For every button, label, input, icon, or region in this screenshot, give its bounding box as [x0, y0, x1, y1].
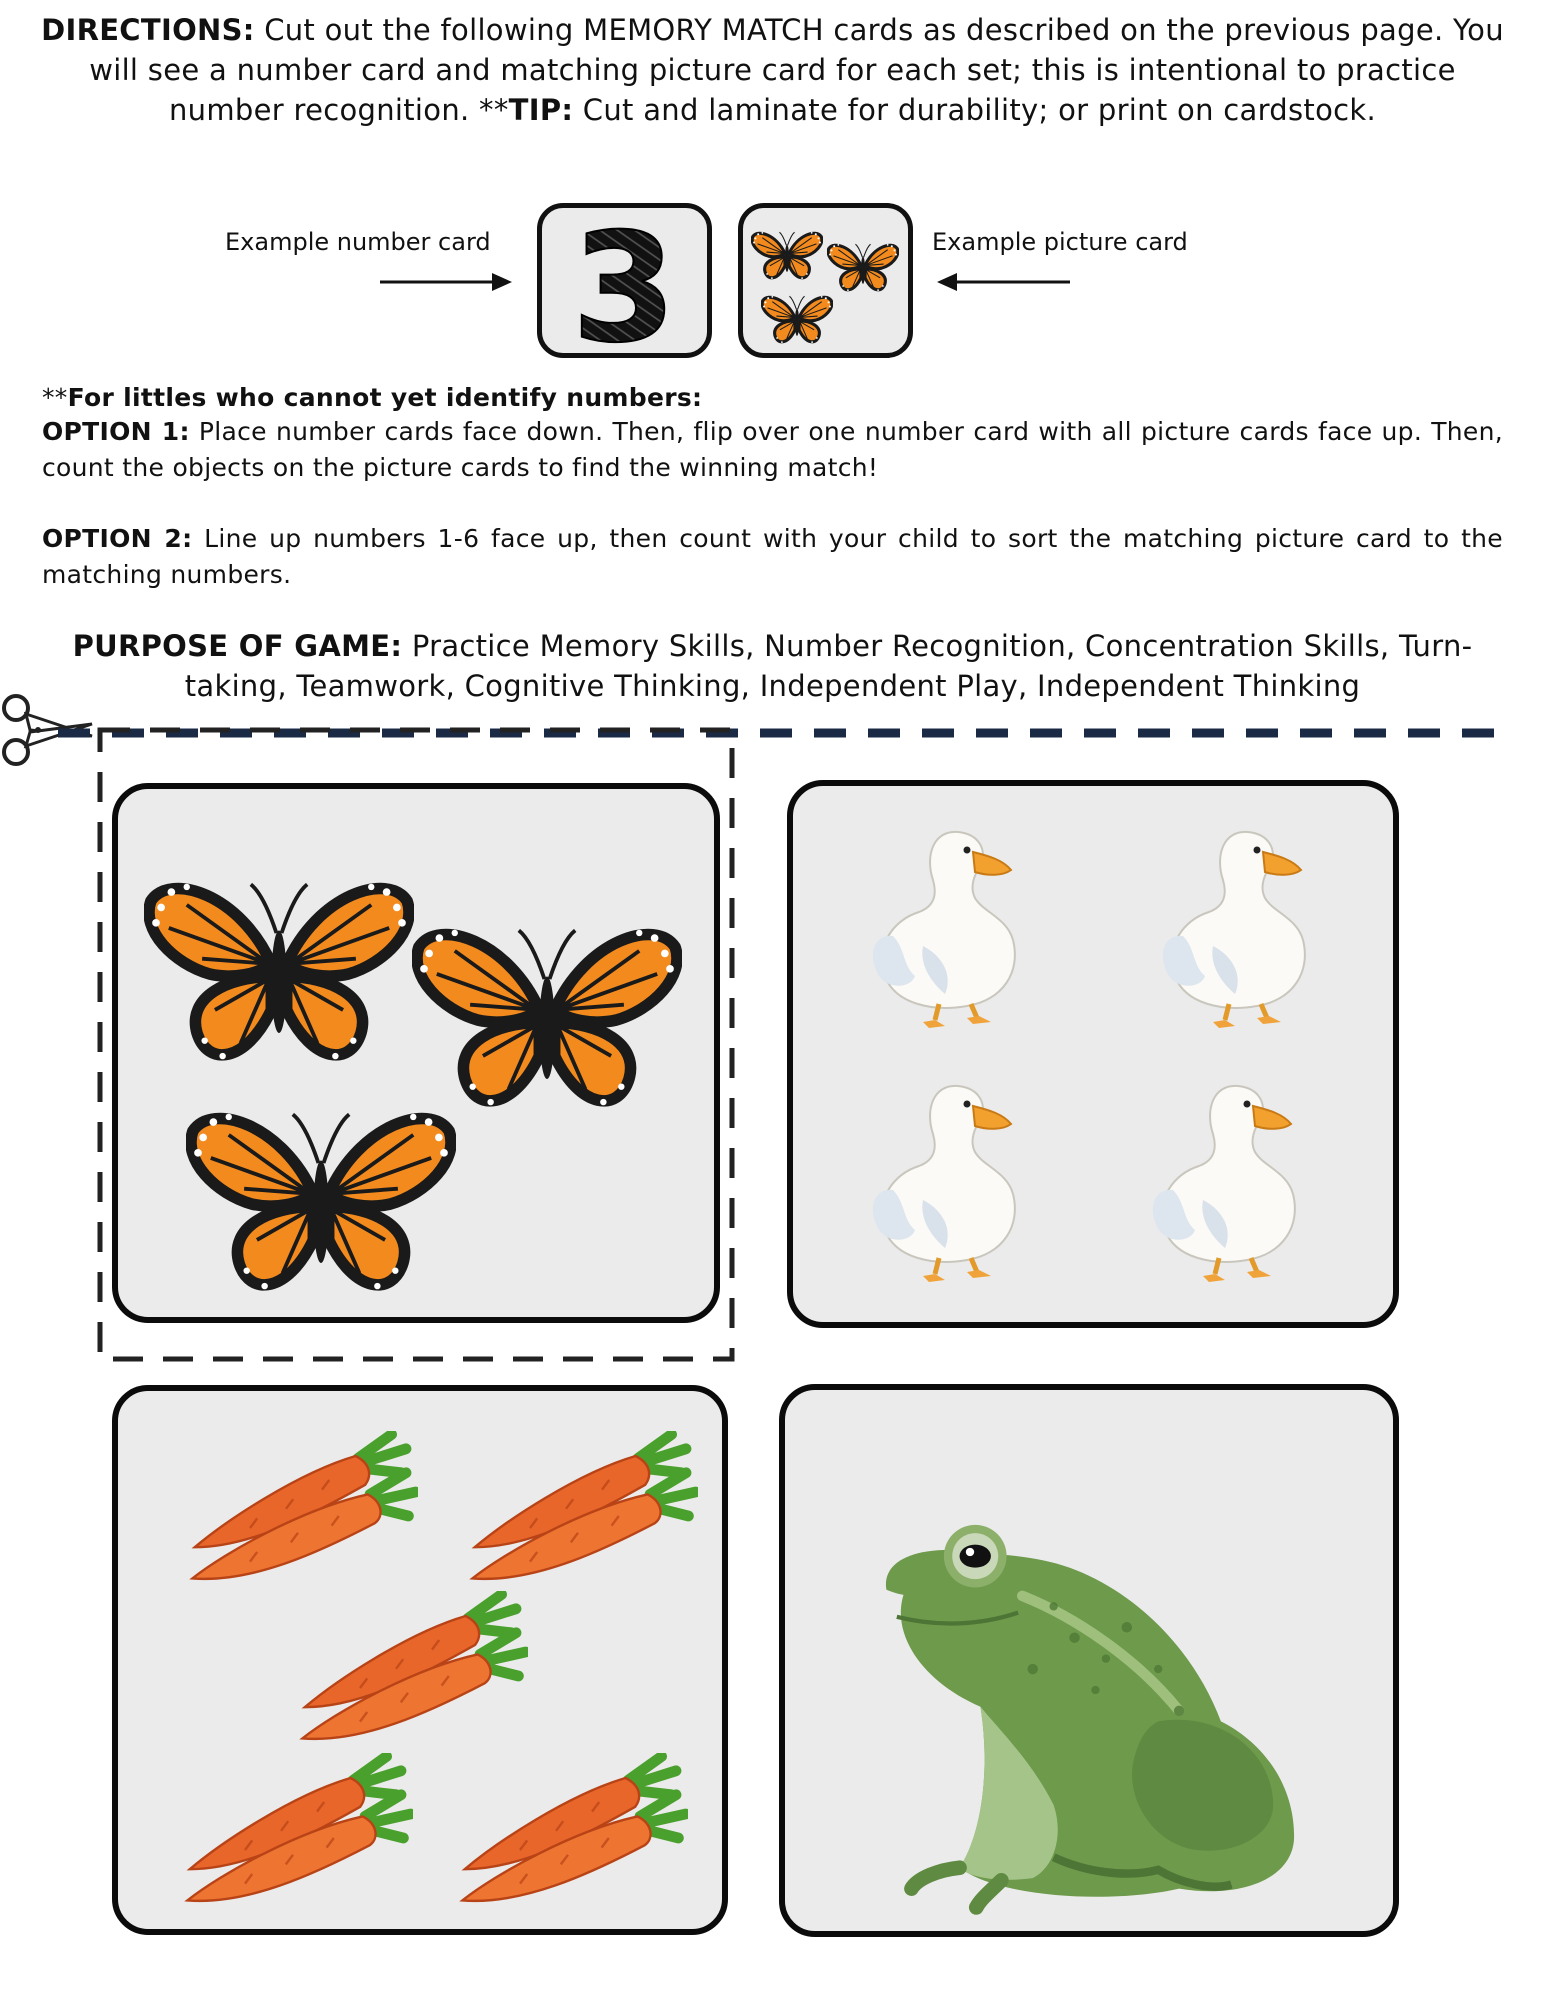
arrow-left-icon — [935, 271, 1070, 293]
option-2-text: Line up numbers 1-6 face up, then count with your child to sort the matching picture card to the matching numbers. — [42, 524, 1503, 589]
option-1-paragraph — [42, 414, 1503, 486]
example-number-card — [537, 203, 712, 358]
example-picture-card-label: Example picture card — [932, 228, 1188, 256]
purpose-text: Practice Memory Skills, Number Recognition, Concentration Skills, Turn-taking, Teamwork, Cognitive Thinking, Independent Play, Independent Thinking — [184, 629, 1473, 703]
directions-text: Cut out the following MEMORY MATCH cards as described on the previous page. You will see a number card and matching picture card for each set; this is intentional to practice number recognition. ** — [89, 13, 1504, 127]
carrot-bunch-icon — [187, 1756, 410, 1900]
carrots-card — [112, 1385, 728, 1935]
butterflies-card — [112, 783, 720, 1323]
duck-icon — [873, 1086, 1015, 1282]
duck-icon — [1163, 832, 1305, 1028]
butterfly-icon — [752, 232, 822, 279]
directions-paragraph — [40, 10, 1505, 130]
purpose-label: PURPOSE OF GAME: — [72, 629, 403, 663]
tip-label: TIP: — [508, 93, 574, 127]
carrot-bunch-icon — [302, 1594, 525, 1738]
purpose-paragraph — [70, 626, 1475, 706]
directions-label: DIRECTIONS: — [41, 13, 255, 47]
example-number-card-label: Example number card — [225, 228, 491, 256]
ducks-card — [787, 780, 1399, 1328]
option-2-label: OPTION 2: — [42, 524, 193, 553]
butterfly-icon — [828, 244, 898, 291]
frog-icon — [886, 1525, 1294, 1908]
littles-prefix: ** — [42, 383, 68, 412]
carrot-bunch-icon — [192, 1434, 415, 1578]
option-1-label: OPTION 1: — [42, 417, 190, 446]
option-1-text: Place number cards face down. Then, flip over one number card with all picture cards face up. Then, count the objects on the picture cards to find the winning match! — [42, 417, 1503, 482]
butterfly-icon — [191, 1114, 451, 1290]
duck-icon — [1153, 1086, 1295, 1282]
butterfly-icon — [149, 884, 409, 1060]
butterfly-icon — [762, 296, 832, 343]
littles-heading-text: For littles who cannot yet identify numbers: — [67, 383, 703, 412]
butterfly-icon — [417, 930, 677, 1106]
carrot-bunch-icon — [462, 1756, 685, 1900]
arrow-right-icon — [380, 271, 515, 293]
frog-card — [779, 1384, 1399, 1937]
duck-icon — [873, 832, 1015, 1028]
tip-text: Cut and laminate for durability; or print on cardstock. — [573, 93, 1376, 127]
example-picture-card — [738, 203, 913, 358]
option-2-paragraph — [42, 521, 1503, 593]
example-number-value: 3 — [571, 208, 677, 353]
littles-heading — [42, 380, 1503, 416]
carrot-bunch-icon — [472, 1434, 695, 1578]
